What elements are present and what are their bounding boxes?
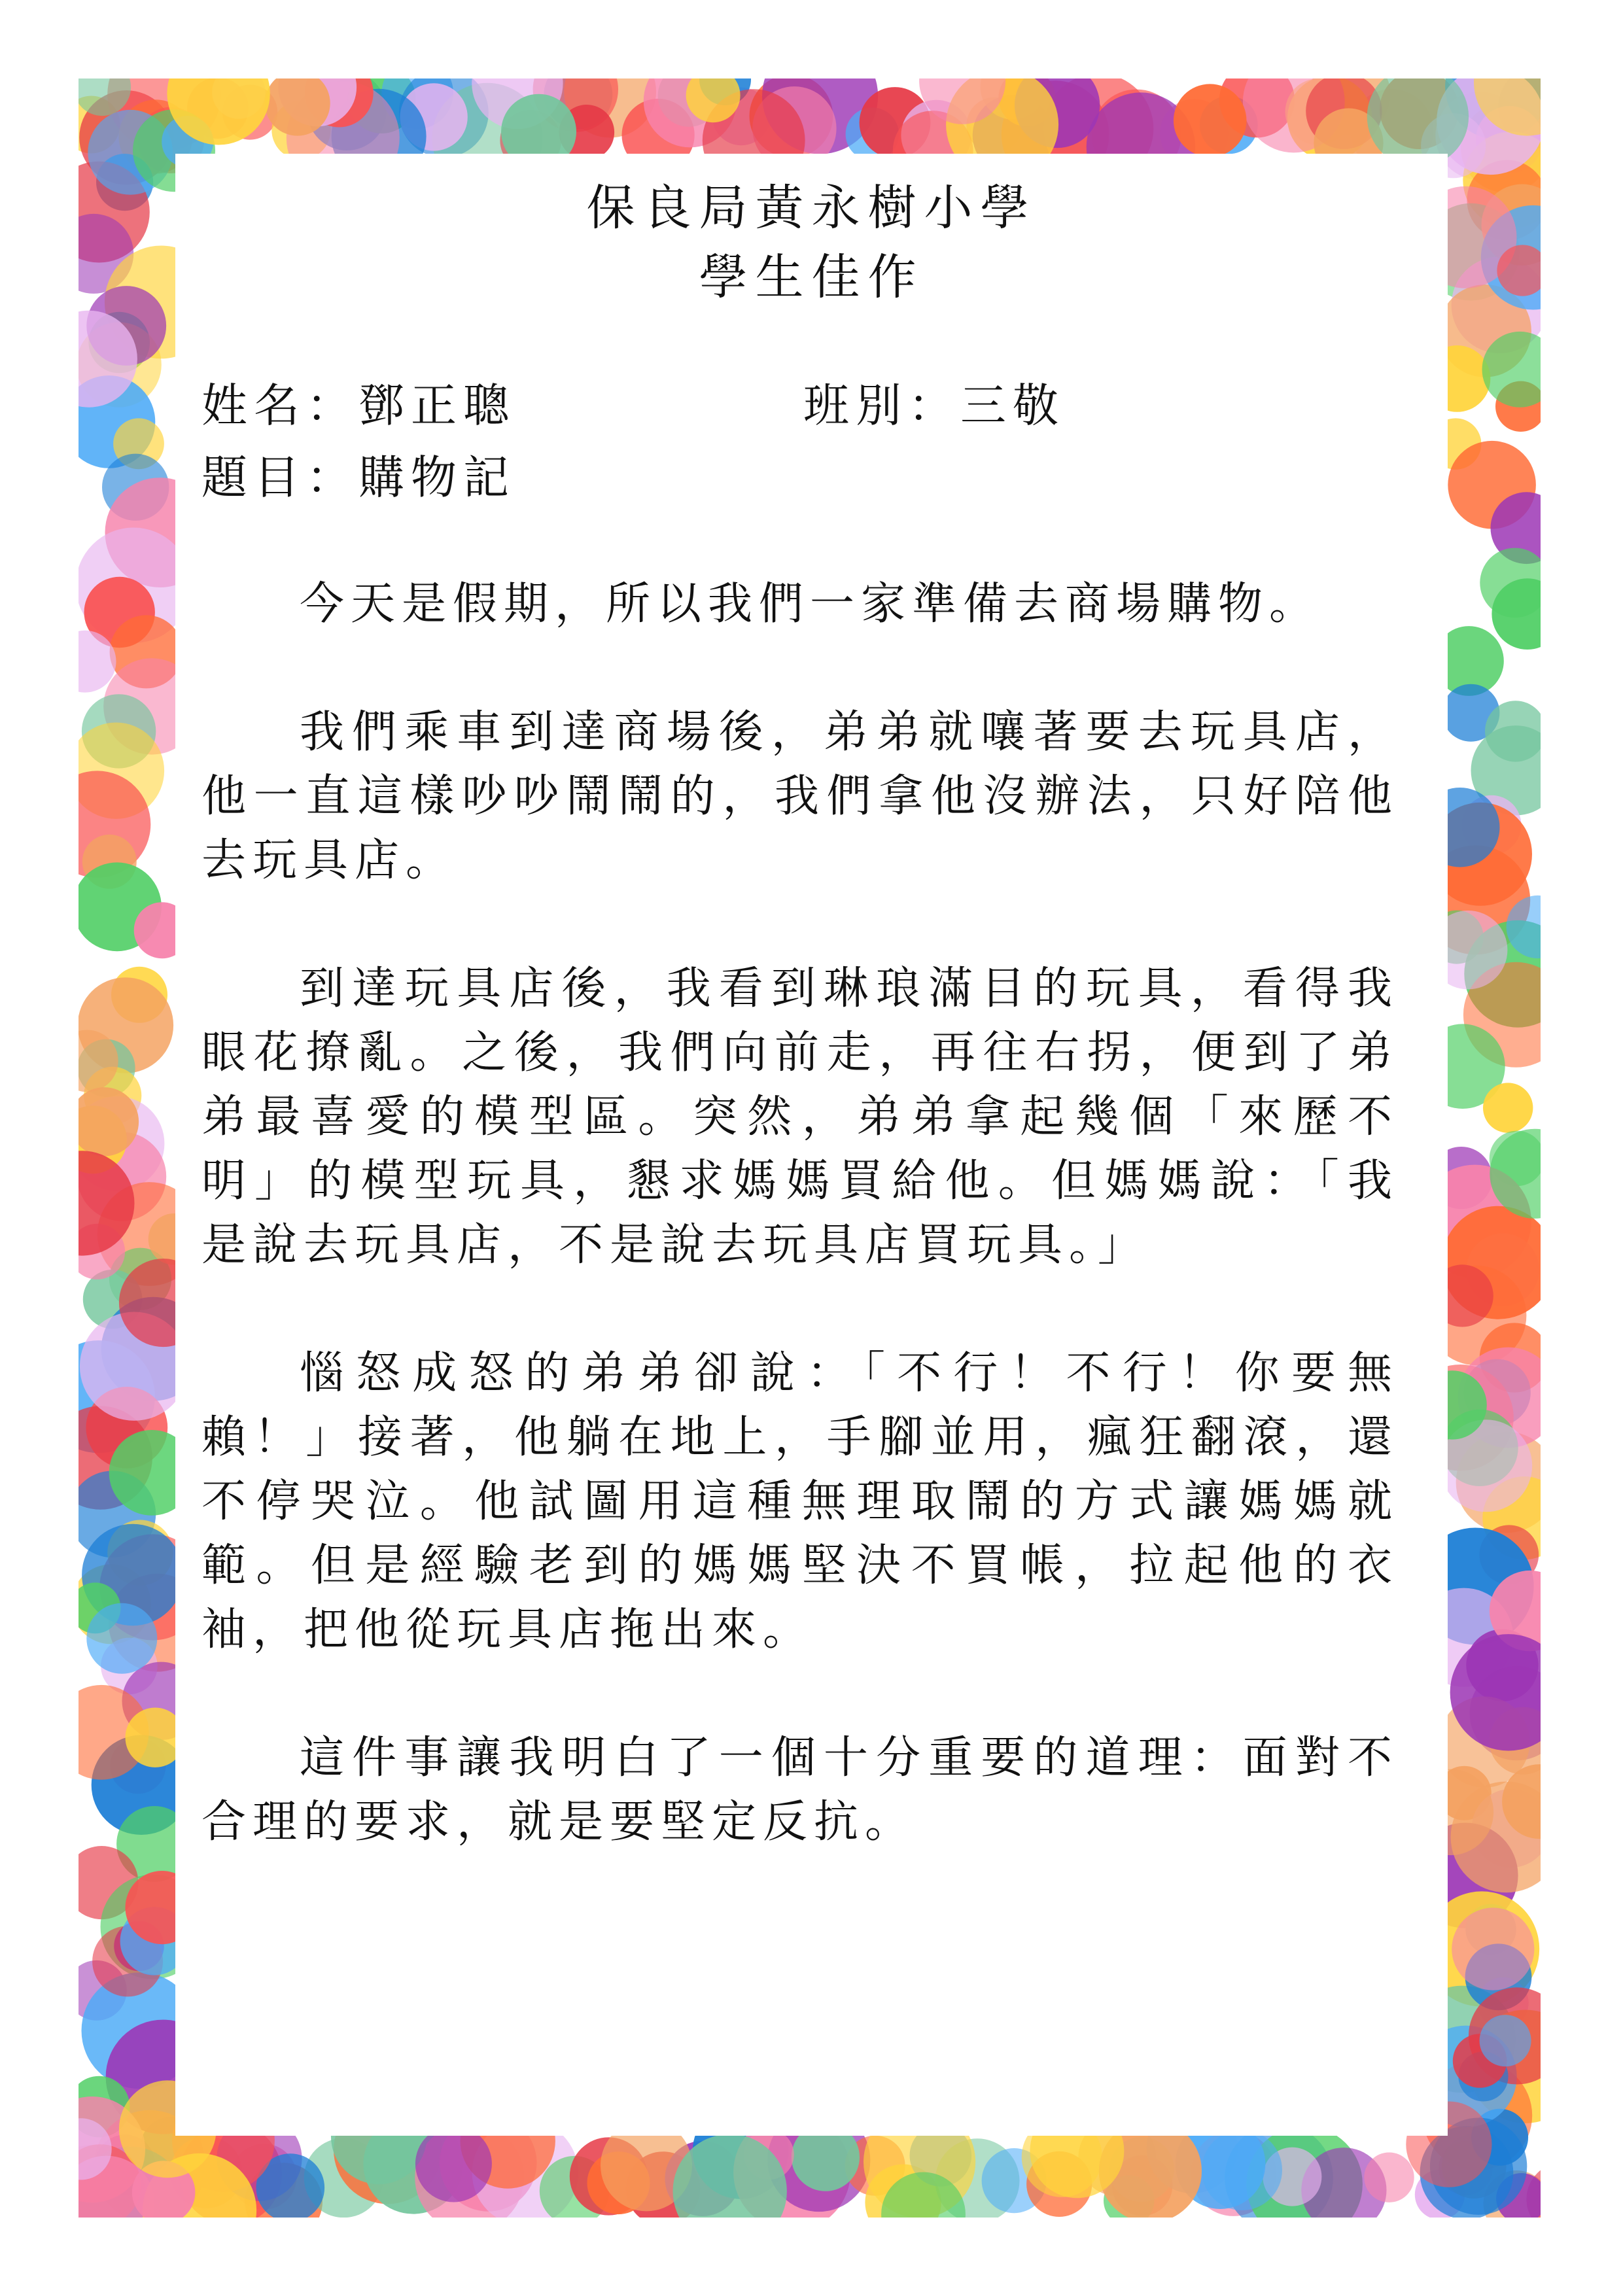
essay-body <box>201 572 1399 1919</box>
decorative-dot <box>686 68 741 122</box>
title-value: 購物記 <box>358 451 515 504</box>
school-name: 保良局黃永樹小學 <box>586 180 1037 236</box>
student-name-line <box>201 373 515 438</box>
decorative-dot <box>70 1087 139 1156</box>
title-label: 題目： <box>201 451 358 504</box>
decorative-dot <box>881 2172 966 2257</box>
decorative-dot <box>167 42 270 145</box>
document-header <box>175 173 1448 312</box>
decorative-dot <box>1452 1907 1534 1990</box>
essay-paragraph-2: 我們乘車到達商場後，弟弟就嚷著要去玩具店，他一直這樣吵吵鬧鬧的，我們拿他沒辦法，只好陪他去玩具店。 <box>201 706 1399 886</box>
decorative-dot <box>1450 1634 1567 1750</box>
essay-title-line <box>201 445 515 510</box>
decorative-dot <box>73 58 131 116</box>
decorative-dot <box>1490 1129 1579 1219</box>
decorative-dot <box>265 71 330 136</box>
decorative-dot <box>1451 1782 1562 1893</box>
essay-paragraph-1: 今天是假期，所以我們一家準備去商場購物。 <box>300 578 1321 630</box>
decorative-dot <box>1492 578 1563 650</box>
decorative-dot <box>673 2134 787 2248</box>
decorative-dot <box>41 311 137 408</box>
decorative-dot <box>919 38 1005 124</box>
decorative-dot <box>86 1603 157 1674</box>
name-label: 姓名： <box>201 379 358 432</box>
essay-paragraph-5: 這件事讓我明白了一個十分重要的道理：面對不合理的要求，就是要堅定反抗。 <box>201 1732 1399 1848</box>
essay-paragraph-4: 惱怒成怒的弟弟卻說：「不行！不行！你要無賴！」接著，他躺在地上，手腳並用，瘋狂翻滾，還不停哭泣。他試圖用這種無理取鬧的方式讓媽媽就範。但是經驗老到的媽媽堅決不買帳，拉起他的衣袖，把他從玩具店拖出來。 <box>201 1348 1399 1656</box>
class-value: 三敬 <box>960 379 1065 432</box>
decorative-dot <box>54 631 116 693</box>
decorative-dot <box>29 1151 134 1255</box>
decorative-dot <box>1364 2153 1414 2202</box>
name-value: 鄧正聰 <box>358 379 515 432</box>
decorative-dot <box>1174 84 1247 157</box>
class-label: 班別： <box>803 379 960 432</box>
decorative-dot <box>1480 2015 1531 2066</box>
decorative-dot <box>1507 896 1569 958</box>
decorative-dot <box>1474 29 1580 136</box>
decorative-dot <box>1497 245 1548 296</box>
decorative-dot <box>415 2126 492 2202</box>
paper-sheet <box>175 154 1448 2136</box>
decorative-dot <box>56 1030 118 1092</box>
document-subtitle: 學生佳作 <box>699 249 924 305</box>
essay-paragraph-3: 到達玩具店後，我看到琳琅滿目的玩具，看得我眼花撩亂。之後，我們向前走，再往右拐，便到了弟弟最喜愛的模型區。突然，弟弟拿起幾個「來歷不明」的模型玩具，懇求媽媽買給他。但媽媽說：「我是說去玩具店，不是說去玩具店買玩具。」 <box>201 963 1399 1271</box>
decorative-dot <box>50 2118 112 2180</box>
class-line <box>803 373 1065 438</box>
decorative-dot <box>1483 1083 1533 1132</box>
decorative-dot <box>1482 332 1558 408</box>
decorative-dot <box>1367 66 1469 167</box>
